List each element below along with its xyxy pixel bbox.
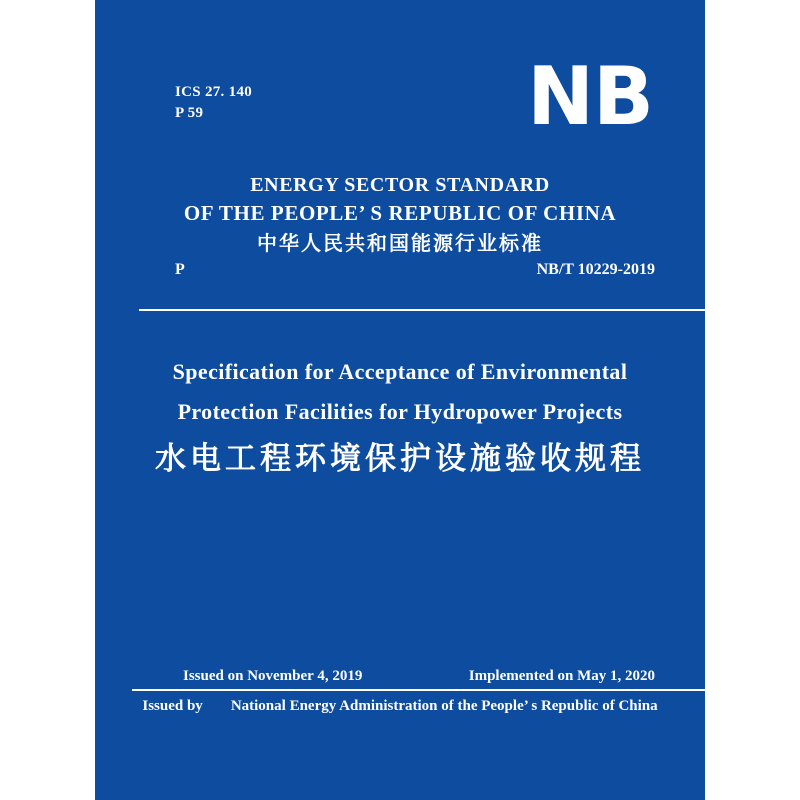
title-block xyxy=(95,352,705,482)
standard-number: NB/T 10229-2019 xyxy=(536,261,655,278)
issued-by-value: National Energy Administration of the People’ s Republic of China xyxy=(230,698,658,714)
doc-class-letter: P xyxy=(175,261,185,278)
implemented-on-date: Implemented on May 1, 2020 xyxy=(468,668,655,684)
issued-on-date: Issued on November 4, 2019 xyxy=(183,668,363,684)
code-row xyxy=(175,261,655,279)
title-zh: 水电工程环境保护设施验收规程 xyxy=(155,441,645,476)
nb-logo: NB xyxy=(527,50,653,143)
blue-cover-panel xyxy=(95,0,705,800)
ics-code: ICS 27. 140 xyxy=(175,84,253,100)
standard-heading-en-line1: ENERGY SECTOR STANDARD xyxy=(250,174,550,196)
issued-by-row xyxy=(95,698,705,715)
horizontal-rule-bottom xyxy=(132,689,705,691)
horizontal-rule-top xyxy=(139,309,705,311)
standard-heading-zh: 中华人民共和国能源行业标准 xyxy=(257,231,543,255)
doc-class-code: P 59 xyxy=(175,105,204,121)
title-en-line2: Protection Facilities for Hydropower Projects xyxy=(177,399,623,424)
dates-row xyxy=(183,668,655,685)
title-en-line1: Specification for Acceptance of Environmental xyxy=(172,359,628,384)
standard-heading xyxy=(95,172,705,257)
ics-classification-block xyxy=(175,82,252,124)
issued-by-label: Issued by xyxy=(142,698,203,714)
standard-heading-en-line2: OF THE PEOPLE’ S REPUBLIC OF CHINA xyxy=(183,201,617,225)
